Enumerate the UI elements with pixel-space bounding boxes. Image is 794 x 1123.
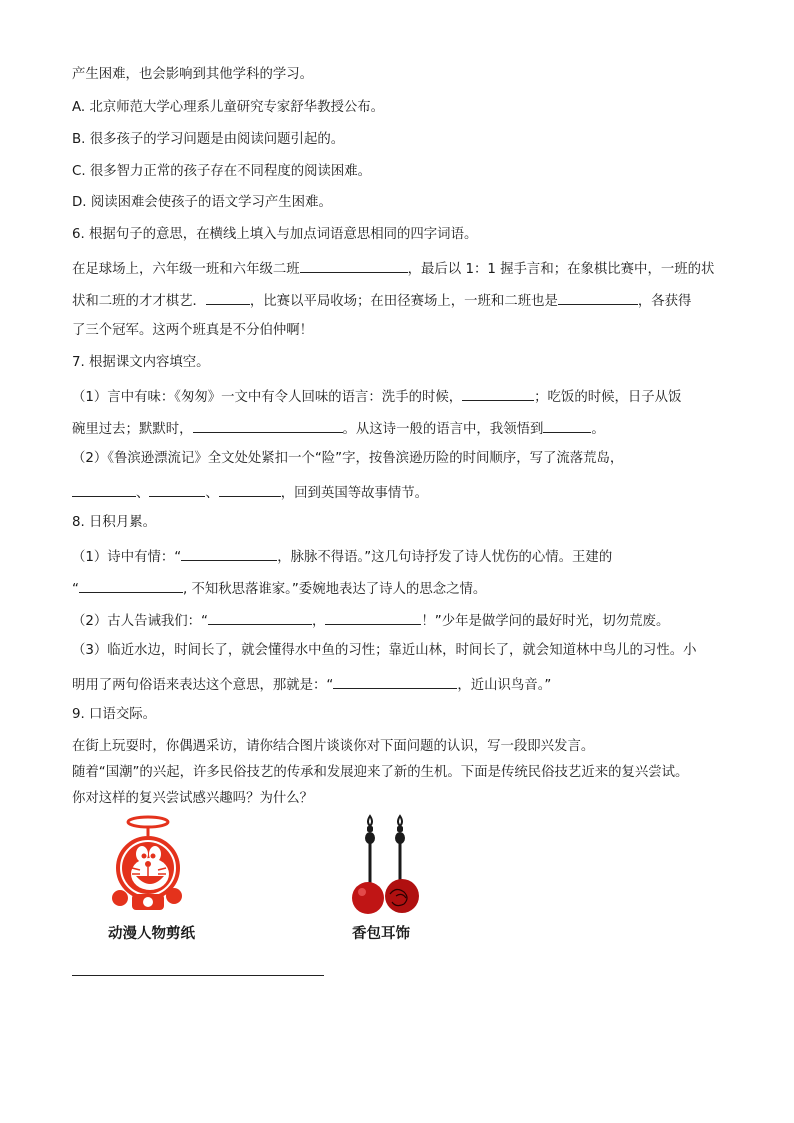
q8-text-1c: “	[72, 582, 79, 597]
doraemon-papercut-icon	[108, 812, 188, 916]
q8-text-1d: , 不知秋思落谁家。”委婉地表达了诗人的思念之情。	[182, 582, 487, 597]
q7-blank-1[interactable]	[462, 386, 534, 401]
q5-option-d: D. 阅读困难会使孩子的语文学习产生困难。	[72, 195, 332, 210]
q7-part1-line1	[72, 386, 681, 407]
q5-option-b: B. 很多孩子的学习问题是由阅读问题引起的。	[72, 132, 345, 147]
answer-line[interactable]	[72, 975, 324, 976]
q8-text-3b: 明用了两句俗语来表达这个意思，那就是：“	[72, 678, 334, 693]
sachet-earrings-icon	[346, 814, 428, 914]
q8-blank-3[interactable]	[208, 610, 312, 625]
q8-blank-1[interactable]	[181, 546, 277, 561]
q7-sep-1: 、	[136, 486, 150, 501]
caption-earrings: 香包耳饰	[352, 925, 410, 942]
q8-blank-5[interactable]	[333, 674, 457, 689]
q6-blank-2[interactable]	[206, 290, 250, 305]
q6-text-1a: 在足球场上，六年级一班和六年级二班	[72, 262, 300, 277]
q9-line-2: 随着“国潮”的兴起，许多民俗技艺的传承和发展迎来了新的生机。下面是传统民俗技艺近来的复兴尝试。	[72, 765, 689, 780]
q8-part3-line1: （3）临近水边，时间长了，就会懂得水中鱼的习性；靠近山林，时间长了，就会知道林中鸟儿的习性。小	[72, 643, 697, 658]
q7-part1-line2	[72, 418, 605, 439]
q9-line-3: 你对这样的复兴尝试感兴趣吗？为什么？	[72, 791, 314, 806]
q7-text-1a: （1）言中有味：《匆匆》一文中有令人回味的语言：洗手的时候，	[72, 390, 463, 405]
q7-part2-line2	[72, 482, 428, 503]
q7-blank-4[interactable]	[72, 482, 136, 497]
q6-text-2b: ，比赛以平局收场；在田径赛场上，一班和二班也是	[249, 294, 558, 309]
q7-blank-2[interactable]	[193, 418, 343, 433]
q7-title: 7. 根据课文内容填空。	[72, 355, 210, 370]
q7-text-1d: 。从这诗一般的语言中，我领悟到	[342, 422, 544, 437]
q8-text-1a: （1）诗中有情：“	[72, 550, 182, 565]
q8-text-3c: ，近山识鸟音。”	[457, 678, 552, 693]
q8-part1-line2	[72, 578, 486, 599]
q8-part3-line2	[72, 674, 551, 695]
q8-blank-4[interactable]	[325, 610, 421, 625]
q6-text-2c: ，各获得	[637, 294, 692, 309]
q8-part1-line1	[72, 546, 612, 567]
q6-line-3: 了三个冠军。这两个班真是不分伯仲啊！	[72, 323, 314, 338]
q6-blank-1[interactable]	[300, 258, 408, 273]
q8-text-2a: （2）古人告诫我们：“	[72, 614, 208, 629]
q8-part2	[72, 610, 669, 631]
q7-blank-3[interactable]	[543, 418, 591, 433]
q8-comma: ，	[311, 614, 326, 629]
q5-option-a: A. 北京师范大学心理系儿童研究专家舒华教授公布。	[72, 100, 385, 115]
q7-text-2b: ，回到英国等故事情节。	[280, 486, 429, 501]
q7-blank-6[interactable]	[219, 482, 281, 497]
q8-text-1b: ，脉脉不得语。”这几句诗抒发了诗人忧伤的心情。王建的	[277, 550, 613, 565]
q5-continuation: 产生困难，也会影响到其他学科的学习。	[72, 67, 314, 82]
q9-line-1: 在街上玩耍时，你偶遇采访，请你结合图片谈谈你对下面问题的认识，写一段即兴发言。	[72, 739, 595, 754]
q7-text-1b: ；吃饭的时候，日子从饭	[534, 390, 682, 405]
q6-line-1	[72, 258, 714, 279]
q7-text-1e: 。	[591, 422, 605, 437]
q7-part2-line1: （2）《鲁滨逊漂流记》全文处处紧扣一个“险”字，按鲁滨逊历险的时间顺序，写了流落荒岛，	[72, 451, 624, 466]
q6-title: 6. 根据句子的意思，在横线上填入与加点词语意思相同的四字词语。	[72, 227, 478, 242]
q6-line-2	[72, 290, 691, 311]
q7-text-1c: 碗里过去；默默时，	[72, 422, 193, 437]
q8-text-2b: ！”少年是做学问的最好时光，切勿荒废。	[421, 614, 670, 629]
q6-text-2a: 状和二班的才才棋艺．	[72, 294, 206, 309]
q7-sep-2: 、	[205, 486, 219, 501]
q8-title: 8. 日积月累。	[72, 515, 156, 530]
q7-blank-5[interactable]	[149, 482, 205, 497]
q5-option-c: C. 很多智力正常的孩子存在不同程度的阅读困难。	[72, 164, 372, 179]
caption-papercut: 动漫人物剪纸	[108, 925, 195, 942]
q6-blank-3[interactable]	[558, 290, 638, 305]
q6-text-1b: ，最后以 1：1 握手言和；在象棋比赛中，一班的状	[407, 262, 715, 277]
q8-blank-2[interactable]	[79, 578, 183, 593]
q9-title: 9. 口语交际。	[72, 707, 156, 722]
